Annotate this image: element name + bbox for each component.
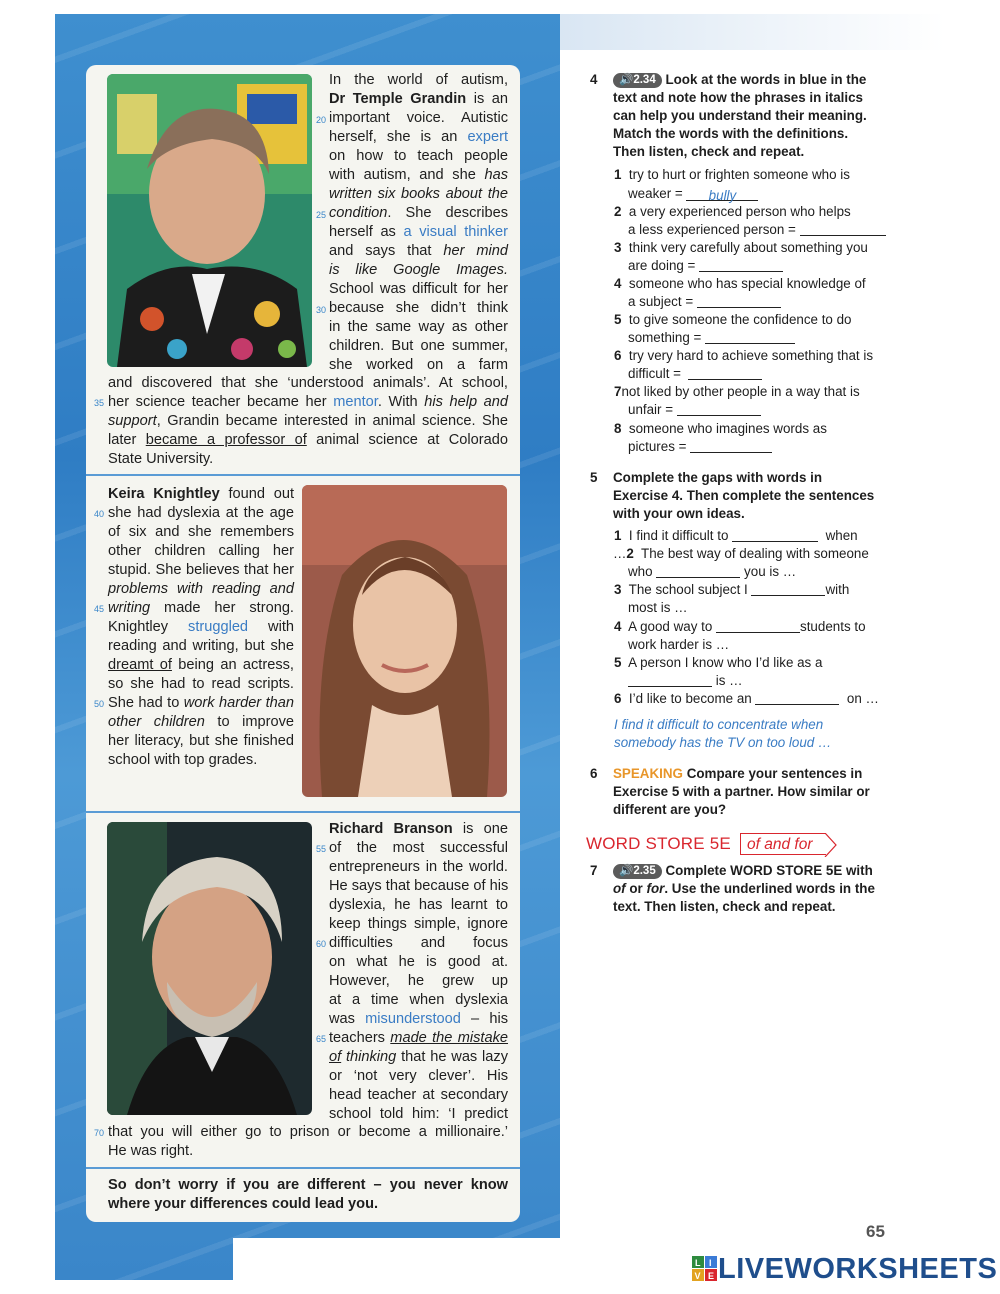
word-store-arrow-icon	[824, 833, 838, 857]
branson-line-12: teachers made the mistake	[329, 1030, 509, 1046]
line-number: 60	[316, 939, 327, 949]
ex5-item-5-line-2: is …	[628, 672, 743, 690]
exercise-6-number: 6	[590, 766, 598, 781]
knightley-line-5: stupid. She believes that her	[108, 562, 294, 578]
word-mentor: mentor	[333, 394, 378, 410]
temple-grandin-photo	[107, 74, 312, 367]
knightley-line-6: problems with reading and	[108, 581, 294, 597]
word-expert: expert	[467, 129, 508, 145]
line-number: 65	[316, 1034, 327, 1044]
audio-2-34[interactable]: 🔊2.34	[613, 73, 662, 88]
ex4-answer-5[interactable]	[705, 330, 795, 344]
top-gradient-strip	[560, 14, 945, 50]
branson-line-13: of thinking that he was lazy	[329, 1049, 508, 1065]
branson-name: Richard Branson	[329, 821, 453, 837]
exercise-4-instruction-2: text and note how the phrases in italics	[613, 90, 864, 105]
svg-text:V: V	[694, 1271, 701, 1281]
ex4-item-6: 6 try very hard to achieve something that is	[614, 348, 874, 363]
keira-knightley-photo	[302, 485, 507, 797]
grandin-line-8: condition. She describes	[329, 205, 508, 221]
ex4-item-7-line-2: unfair =	[628, 401, 761, 419]
speaker-icon: 🔊	[619, 865, 634, 877]
ex5-item-5: 5 A person I know who I’d like as a	[614, 655, 823, 670]
liveworksheets-logo-mark	[692, 1256, 718, 1282]
ex4-item-7: 7not liked by other people in a way that is	[614, 384, 860, 399]
ex4-item-5-line-2: something =	[628, 329, 795, 347]
audio-2-35[interactable]: 🔊2.35	[613, 864, 662, 879]
ex5-gap-2[interactable]	[656, 564, 740, 578]
grandin-line-17: and discovered that she ‘understood animals’. At school,	[108, 375, 508, 391]
ex4-item-2-line-2: a less experienced person =	[628, 221, 886, 239]
ex4-item-6-line-2: difficult =	[628, 365, 762, 383]
ex5-item-4-line-2: work harder is …	[628, 637, 730, 652]
svg-text:L: L	[695, 1258, 701, 1268]
knightley-line-8: Knightley struggled with	[108, 619, 294, 635]
underline-dreamt-of: dreamt of	[108, 657, 172, 673]
word-misunderstood: misunderstood	[365, 1011, 461, 1027]
exercise-6-instruction-1: SPEAKING Compare your sentences in	[613, 766, 863, 781]
ex5-example-line-1: I find it difficult to concentrate when	[614, 717, 824, 732]
branson-line-3: entrepreneurs in the world.	[329, 859, 508, 875]
exercise-4-instruction-3: can help you understand their meaning.	[613, 108, 867, 123]
ex4-item-1: 1 try to hurt or frighten someone who is	[614, 167, 850, 182]
knightley-line-2: she had dyslexia at the age	[108, 505, 294, 521]
knightley-line-11: so she had to read scripts.	[108, 676, 294, 692]
branson-line-2: of the most successful	[329, 840, 508, 856]
branson-line-18: He was right.	[108, 1143, 194, 1159]
exercise-6-instruction-2: Exercise 5 with a partner. How similar or	[613, 784, 870, 799]
ex5-item-2-line-2: who you is …	[628, 564, 797, 579]
branson-line-14: or ‘not very clever’. His	[329, 1068, 508, 1084]
underline-professor-of: became a professor of	[145, 432, 307, 448]
grandin-line-11: is like Google Images.	[329, 262, 508, 278]
grandin-line-1: In the world of autism,	[329, 72, 508, 88]
branson-line-1: Richard Branson is one	[329, 821, 509, 837]
word-store-tag: of and for	[740, 833, 826, 855]
ex4-item-3: 3 think very carefully about something you	[614, 240, 868, 255]
branson-line-6: keep things simple, ignore	[329, 916, 508, 932]
page-number: 65	[866, 1222, 885, 1241]
grandin-line-5: on how to teach people	[329, 148, 508, 164]
word-visual-thinker: a visual thinker	[403, 224, 509, 240]
ex5-gap-5[interactable]	[628, 673, 712, 687]
bottom-white-block	[233, 1238, 560, 1283]
ex4-item-5: 5 to give someone the confidence to do	[614, 312, 852, 327]
ex4-answer-4[interactable]	[697, 294, 781, 308]
grandin-line-9: herself as a visual thinker	[329, 224, 509, 240]
grandin-line-10: and says that her mind	[329, 243, 508, 259]
grandin-line-21: State University.	[108, 451, 214, 467]
ex4-item-2: 2 a very experienced person who helps	[614, 204, 851, 219]
grandin-line-13: because she didn’t think	[329, 300, 508, 316]
section-divider	[86, 474, 520, 476]
branson-line-4: He says that because of his	[329, 878, 509, 894]
word-struggled: struggled	[188, 619, 249, 635]
ex4-item-4: 4 someone who has special knowledge of	[614, 276, 866, 291]
knightley-line-15: school with top grades.	[108, 752, 258, 768]
liveworksheets-wordmark: LIVEWORKSHEETS	[718, 1252, 998, 1285]
grandin-line-14: in the same way as other	[329, 319, 508, 335]
grandin-line-4: herself, she is an expert	[329, 129, 508, 145]
ex5-item-2: …2 The best way of dealing with someone	[613, 546, 869, 561]
ex5-gap-1[interactable]	[732, 528, 818, 542]
knightley-line-7: writing made her strong.	[108, 600, 294, 616]
section-divider	[86, 1167, 520, 1169]
exercise-4-number: 4	[590, 72, 598, 87]
grandin-line-19: support, Grandin became interested in animal science. She	[108, 413, 508, 429]
ex5-item-3-line-2: most is …	[628, 600, 688, 615]
grandin-line-16: she worked on a farm	[329, 357, 508, 373]
richard-branson-photo	[107, 822, 312, 1115]
line-number: 55	[316, 844, 327, 854]
ex4-answer-1[interactable]: bully	[686, 187, 758, 201]
knightley-line-9: reading and writing, but she	[108, 638, 294, 654]
exercise-7-instruction-3: text. Then listen, check and repeat.	[613, 899, 836, 914]
ex4-answer-8[interactable]	[690, 439, 772, 453]
branson-line-16: school told him: ‘I predict	[329, 1106, 508, 1122]
ex4-answer-7[interactable]	[677, 402, 761, 416]
ex4-item-1-line-2: weaker = bully	[628, 185, 758, 203]
branson-line-15: head teacher at secondary	[329, 1087, 508, 1103]
ex5-gap-4[interactable]	[716, 619, 800, 633]
ex5-item-6: 6 I’d like to become an on …	[614, 691, 879, 706]
grandin-line-7: written six books about the	[329, 186, 508, 202]
branson-line-7: difficulties and focus	[329, 935, 508, 951]
knightley-line-4: other children calling her	[108, 543, 294, 559]
knightley-name: Keira Knightley	[108, 486, 220, 502]
exercise-5-number: 5	[590, 470, 598, 485]
grandin-line-20: later became a professor of animal science at Colorado	[108, 432, 508, 448]
branson-line-17: that you will either go to prison or become a millionaire.’	[108, 1124, 508, 1140]
line-number: 70	[94, 1128, 105, 1138]
branson-line-5: dyslexia, he has learnt to	[329, 897, 508, 913]
exercise-7-number: 7	[590, 863, 598, 878]
line-number: 40	[94, 509, 105, 519]
knightley-line-14: her literacy, but she finished	[108, 733, 294, 749]
ex4-answer-3[interactable]	[699, 258, 783, 272]
ex4-item-8: 8 someone who imagines words as	[614, 421, 827, 436]
exercise-4-instruction-1: 🔊2.34 Look at the words in blue in the	[613, 71, 866, 89]
ex4-item-4-line-2: a subject =	[628, 293, 781, 311]
knightley-line-12: She had to work harder than	[108, 695, 294, 711]
line-number: 20	[316, 115, 327, 125]
grandin-name: Dr Temple Grandin	[329, 91, 467, 107]
line-number: 35	[94, 398, 105, 408]
section-divider	[86, 811, 520, 813]
speaking-label: SPEAKING	[613, 766, 683, 781]
exercise-4-instruction-4: Match the words with the definitions.	[613, 126, 849, 141]
ex5-item-1: 1 I find it difficult to when	[614, 528, 858, 543]
conclusion-line-1: So don’t worry if you are different – you never know	[108, 1177, 508, 1193]
grandin-line-3: important voice. Autistic	[329, 110, 508, 126]
ex4-answer-6[interactable]	[688, 366, 762, 380]
ex5-example-line-2: somebody has the TV on too loud …	[614, 735, 832, 750]
branson-line-11: was misunderstood – his	[329, 1011, 508, 1027]
knightley-line-3: of six and she remembers	[108, 524, 294, 540]
exercise-5-instruction-3: with your own ideas.	[613, 506, 745, 521]
svg-text:E: E	[708, 1271, 715, 1281]
grandin-line-12: School was difficult for her	[329, 281, 508, 297]
exercise-4-instruction-5: Then listen, check and repeat.	[613, 144, 805, 159]
grandin-line-15: children. But one summer,	[329, 338, 508, 354]
knightley-line-1: Keira Knightley found out	[108, 486, 295, 502]
liveworksheets-logo[interactable]	[692, 1253, 997, 1285]
branson-line-8: on what he is good at.	[329, 954, 508, 970]
exercise-6-instruction-3: different are you?	[613, 802, 727, 817]
branson-line-9: However, he grew up	[329, 973, 508, 989]
ex5-gap-3[interactable]	[751, 582, 825, 596]
ex4-item-3-line-2: are doing =	[628, 257, 783, 275]
ex5-gap-6[interactable]	[755, 691, 839, 705]
svg-text:I: I	[709, 1258, 712, 1268]
knightley-line-10: dreamt of being an actress,	[108, 657, 294, 673]
exercise-7-instruction-2: of or for. Use the underlined words in the	[613, 881, 875, 896]
word-store-title: WORD STORE 5E	[586, 834, 731, 853]
grandin-line-6: with autism, and she has	[329, 167, 508, 183]
line-number: 30	[316, 305, 327, 315]
exercise-5-instruction-2: Exercise 4. Then complete the sentences	[613, 488, 875, 503]
exercise-7-instruction-1: 🔊2.35 Complete WORD STORE 5E with	[613, 862, 873, 880]
knightley-line-13: other children to improve	[108, 714, 294, 730]
line-number: 50	[94, 699, 105, 709]
grandin-line-18: her science teacher became her mentor. With his help and	[108, 394, 508, 410]
grandin-line-2: Dr Temple Grandin is an	[329, 91, 508, 107]
conclusion-line-2: where your differences could lead you.	[108, 1196, 379, 1212]
ex4-item-8-line-2: pictures =	[628, 438, 772, 456]
ex5-item-4: 4 A good way to students to	[614, 619, 866, 634]
speaker-icon: 🔊	[619, 74, 634, 86]
line-number: 45	[94, 604, 105, 614]
branson-line-10: at a time when dyslexia	[329, 992, 508, 1008]
ex5-item-3: 3 The school subject I with	[614, 582, 850, 597]
exercise-5-instruction-1: Complete the gaps with words in	[613, 470, 823, 485]
ex4-answer-2[interactable]	[800, 222, 886, 236]
line-number: 25	[316, 210, 327, 220]
